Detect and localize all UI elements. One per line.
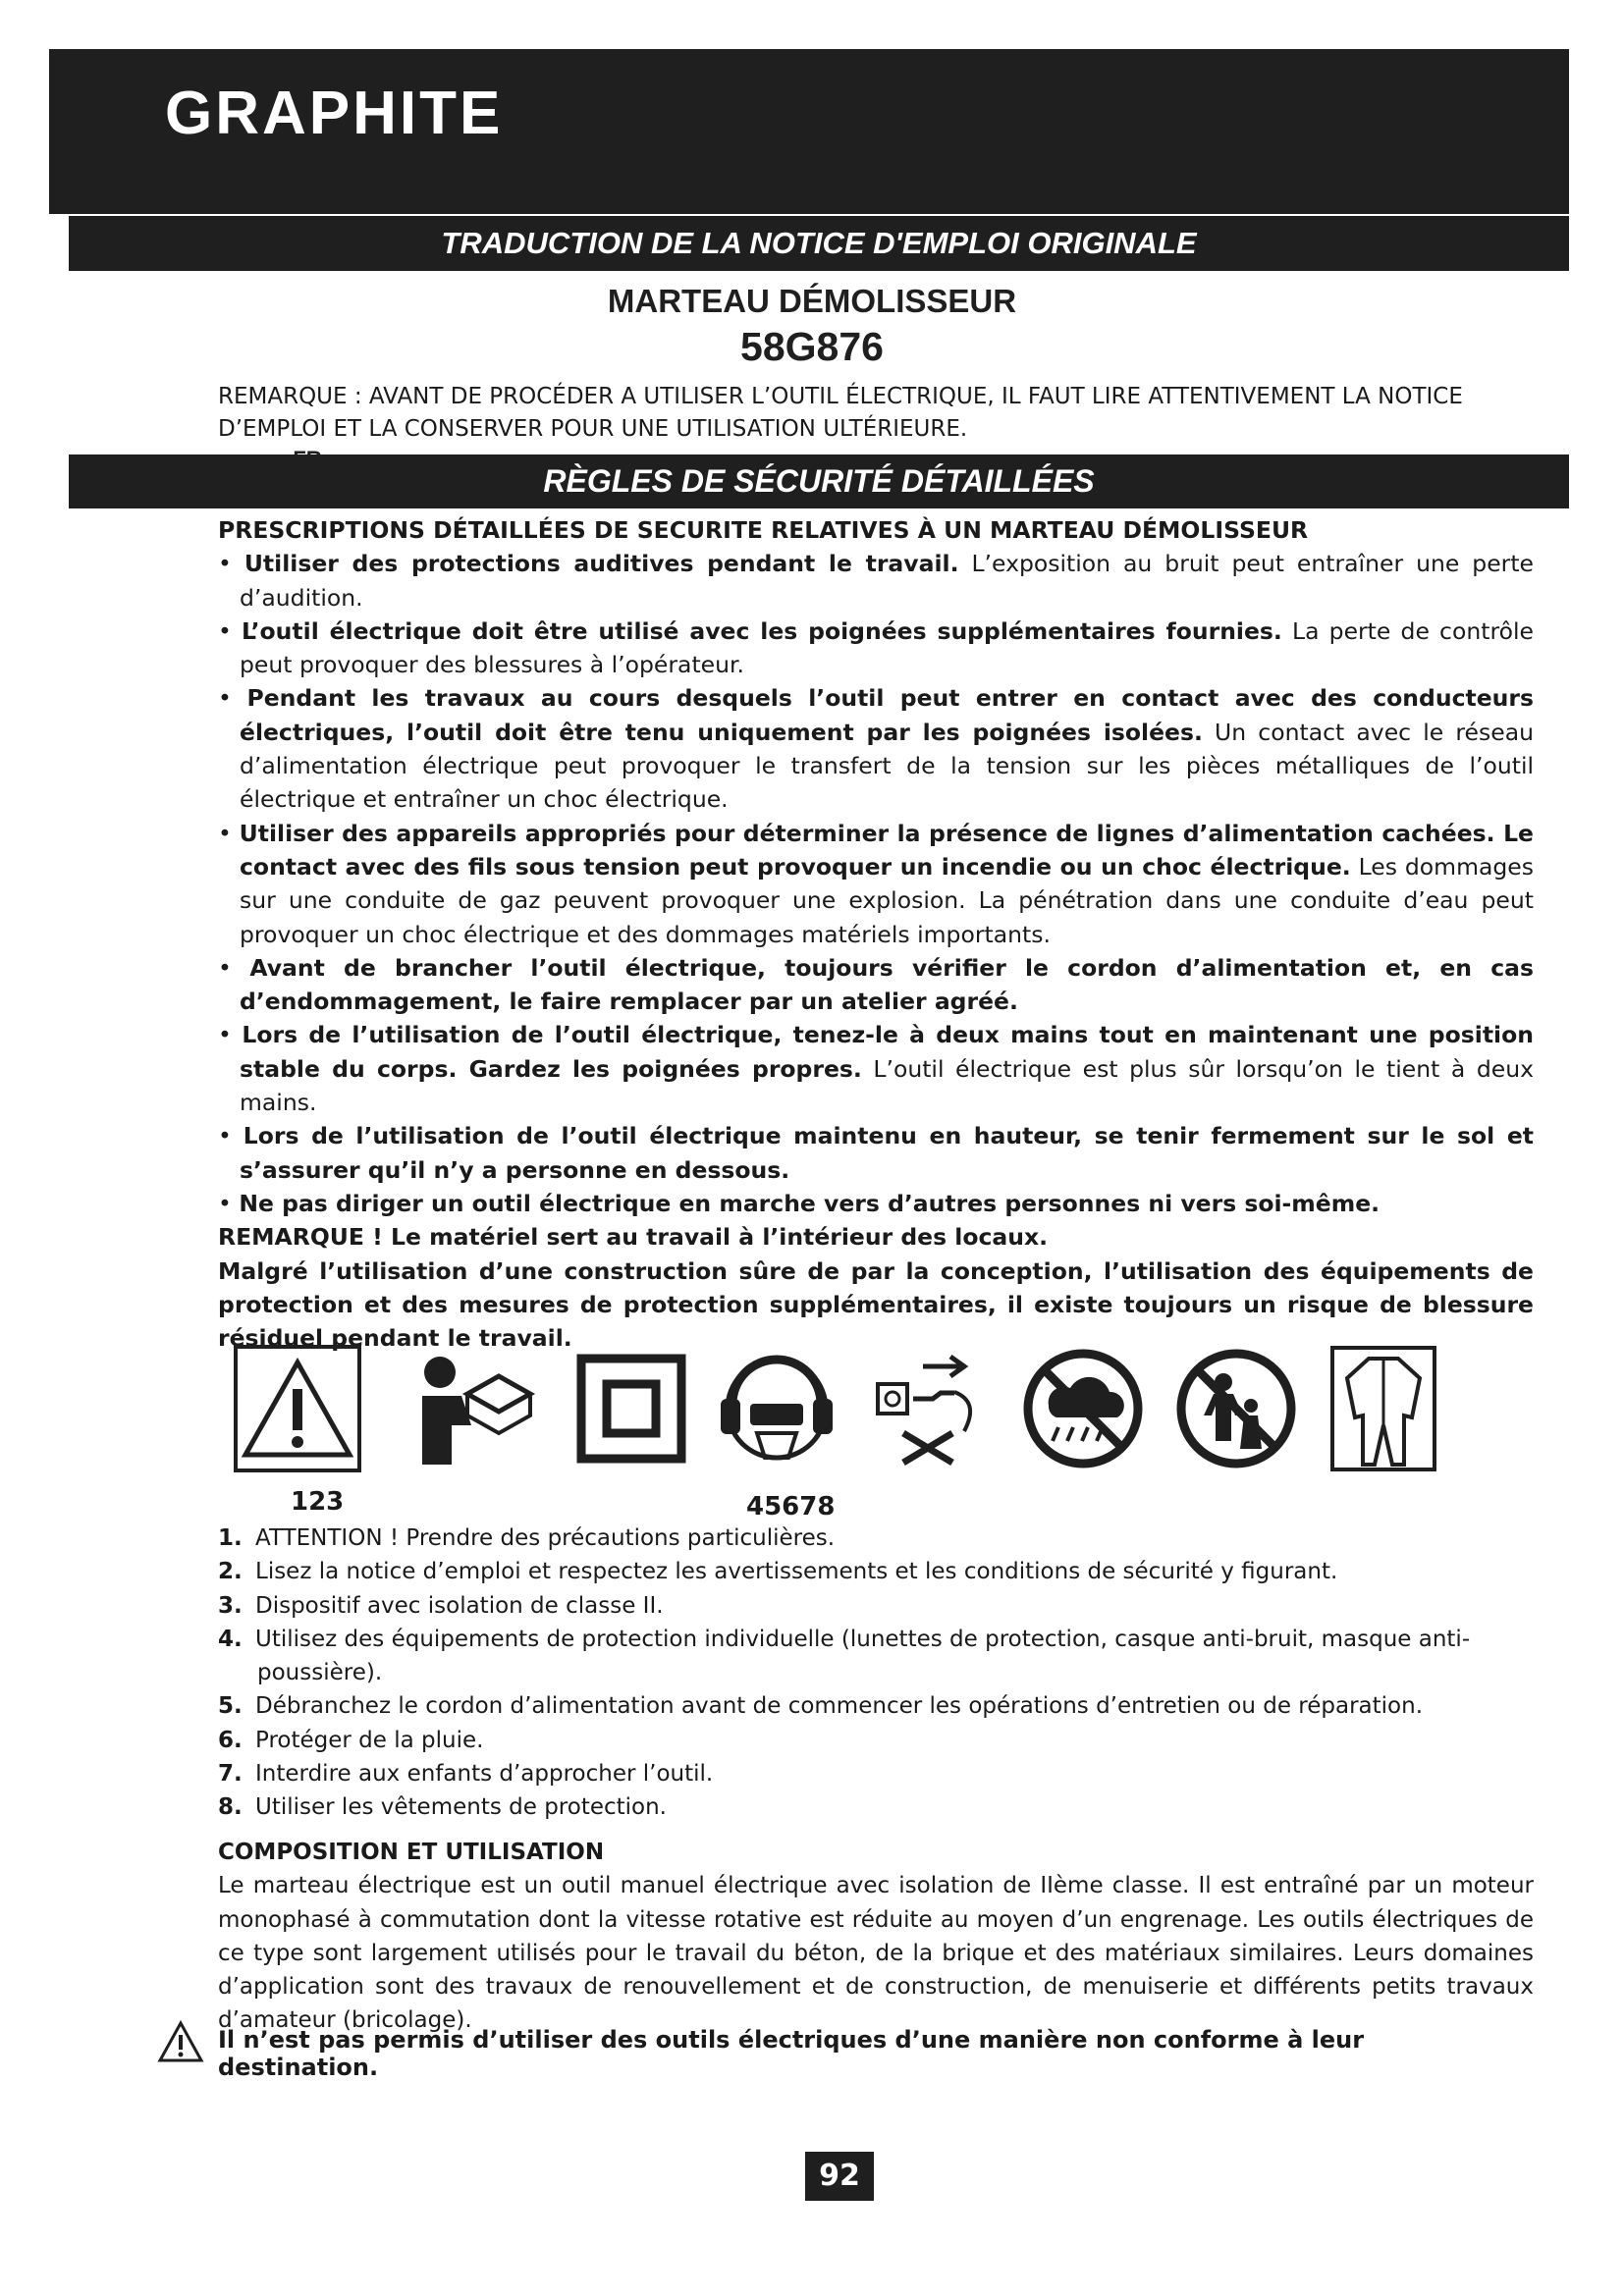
product-model: 58G876	[740, 324, 884, 369]
safety-note-residual-risk: Malgré l’utilisation d’une construction sûre de par la conception, l’utilisation des équipements de protection et des mesures de protection supplémentaires, il existe toujours un risque de blessure résiduel pendant le travail.	[218, 1256, 1534, 1353]
safety-bullet: • Utiliser des protections auditives pendant le travail. L’exposition au bruit peut entraîner une perte d’audition.	[218, 550, 1534, 612]
safety-bullet: • Avant de brancher l’outil électrique, toujours vérifier le cordon d’alimentation et, en cas d’endommagement, le faire remplacer par un atelier agréé.	[218, 953, 1534, 1016]
list-item: 8. Utiliser les vêtements de protection.	[218, 1794, 667, 1821]
read-manual-icon	[410, 1345, 538, 1472]
icon-group-label-123: 123	[291, 1487, 345, 1517]
page-number: 92	[805, 2152, 874, 2201]
composition-text: Le marteau électrique est un outil manuel électrique avec isolation de IIème classe. Il est entraîné par un moteur monophasé à commutation dont la vitesse rotative est réduite au moyen d’un engrenage. Les outils électriques de ce type sont largement utilisés pour le travail du béton, de la brique et des matériaux similaires. Leurs domaines d’application sont des travaux de renouvellement et de construction, de menuiserie et différents petits travaux d’amateur (bricolage).	[218, 1873, 1534, 2034]
safety-bullet: • Pendant les travaux au cours desquels l’outil peut entrer en contact avec des conducteurs électriques, l’outil doit être tenu uniquement par les poignées isolées. Un contact avec le réseau d’alimentation électrique peut provoquer le transfert de la tension sur les pièces métalliques de l’outil électrique et entraîner un choc électrique.	[218, 684, 1534, 814]
unplug-before-service-icon	[864, 1345, 992, 1472]
safety-bullet: • Lors de l’utilisation de l’outil électrique maintenu en hauteur, se tenir fermement sur le sol et s’assurer qu’il n’y a personne en dessous.	[218, 1122, 1534, 1184]
symbol-legend-list	[218, 1522, 1534, 1825]
composition-heading: COMPOSITION ET UTILISATION	[218, 1840, 605, 1865]
protective-clothing-icon	[1329, 1345, 1437, 1472]
list-item: 2. Lisez la notice d’emploi et respectez les avertissements et les conditions de sécurité y figurant.	[218, 1559, 1338, 1585]
safety-bullet: • L’outil électrique doit être utilisé avec les poignées supplémentaires fournies. La perte de contrôle peut provoquer des blessures à l’opérateur.	[218, 616, 1534, 679]
keep-children-away-icon	[1172, 1345, 1300, 1472]
safety-bullet: • Lors de l’utilisation de l’outil électrique, tenez-le à deux mains tout en maintenant une position stable du corps. Gardez les poignées propres. L’outil électrique est plus sûr lorsqu’on le tient à deux mains.	[218, 1021, 1534, 1117]
safety-bullet: • Utiliser des appareils appropriés pour déterminer la présence de lignes d’alimentation cachées. Le contact avec des fils sous tension peut provoquer un incendie ou un choc électrique. Les dommages sur une conduite de gaz peuvent provoquer une explosion. La pénétration dans une conduite d’eau peut provoquer un choc électrique et des dommages matériels importants.	[218, 819, 1534, 948]
product-name: MARTEAU DÉMOLISSEUR	[607, 283, 1017, 319]
brand-logo: GRAPHITE	[165, 80, 504, 147]
list-item: 4. Utilisez des équipements de protection individuelle (lunettes de protection, casque anti-bruit, masque anti-poussière).	[218, 1626, 1471, 1686]
class-ii-insulation-icon	[568, 1345, 695, 1472]
safety-body	[218, 513, 1534, 1355]
section-bar-safety: RÈGLES DE SÉCURITÉ DÉTAILLÉES	[69, 454, 1569, 508]
list-item: 5. Débranchez le cordon d’alimentation avant de commencer les opérations d’entretien ou de réparation.	[218, 1693, 1424, 1720]
composition-section	[218, 1836, 1534, 2038]
icon-group-label-45678: 45678	[746, 1492, 836, 1522]
section-bar-translation	[69, 216, 1569, 271]
section-bar-title: TRADUCTION DE LA NOTICE D'EMPLOI ORIGINALE	[441, 226, 1197, 260]
protective-equipment-icon	[713, 1345, 840, 1472]
warning-icon	[157, 2020, 204, 2063]
protect-from-rain-icon	[1019, 1345, 1147, 1472]
safety-heading: PRESCRIPTIONS DÉTAILLÉES DE SECURITE RELATIVES À UN MARTEAU DÉMOLISSEUR	[218, 516, 1309, 544]
list-item: 1. ATTENTION ! Prendre des précautions particulières.	[218, 1525, 836, 1551]
list-item: 7. Interdire aux enfants d’approcher l’outil.	[218, 1761, 714, 1788]
intro-remark: REMARQUE : AVANT DE PROCÉDER A UTILISER L’OUTIL ÉLECTRIQUE, IL FAUT LIRE ATTENTIVEMENT LA NOTICE D’EMPLOI ET LA CONSERVER POUR UNE UTILISATION ULTÉRIEURE.	[218, 384, 1463, 442]
safety-symbols-row	[234, 1345, 1549, 1522]
usage-warning-text: Il n’est pas permis d’utiliser des outils électriques d’une manière non conforme à leur destination.	[218, 2026, 1365, 2081]
safety-note-indoor: REMARQUE ! Le matériel sert au travail à l’intérieur des locaux.	[218, 1223, 1049, 1252]
usage-warning	[157, 2020, 1532, 2081]
list-item: 3. Dispositif avec isolation de classe II.	[218, 1592, 664, 1619]
warning-triangle-icon	[234, 1345, 361, 1472]
list-item: 6. Protéger de la pluie.	[218, 1727, 484, 1753]
safety-bullet: • Ne pas diriger un outil électrique en marche vers d’autres personnes ni vers soi-même.	[218, 1189, 1380, 1217]
